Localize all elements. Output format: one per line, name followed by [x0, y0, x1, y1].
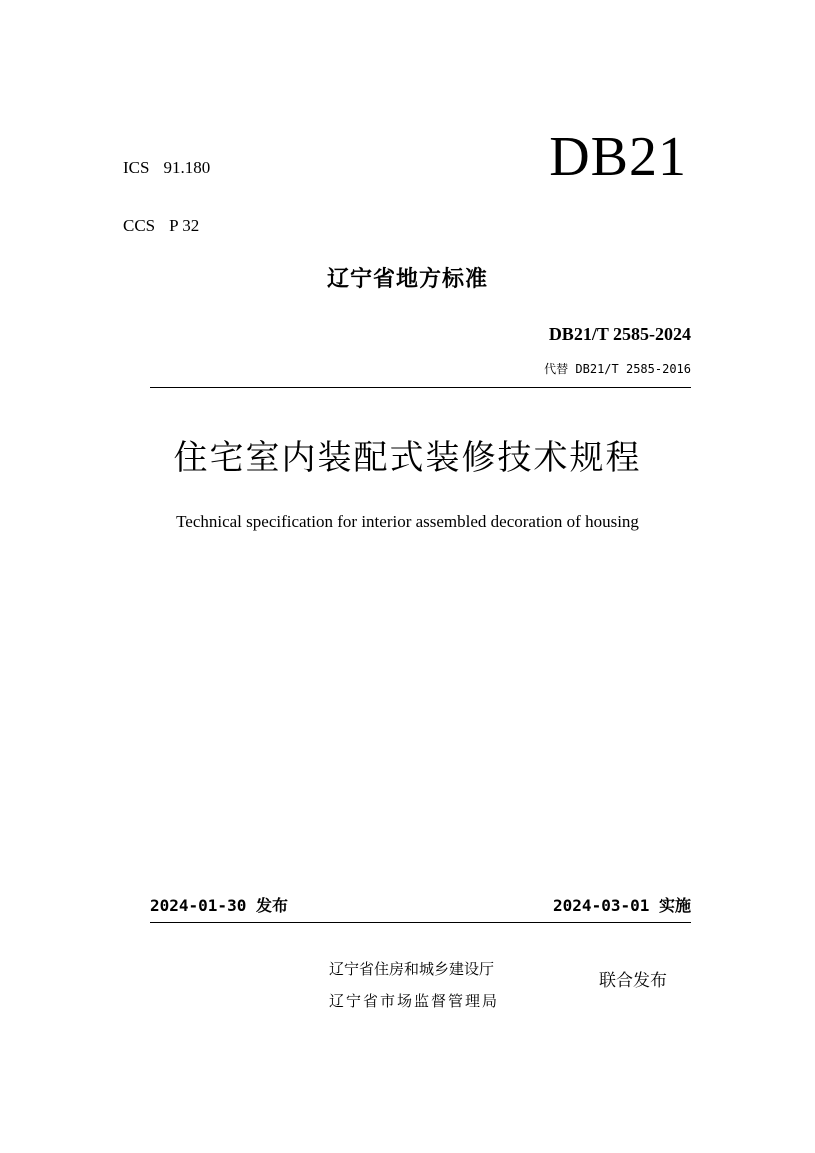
db-code-mark: DB21 [549, 126, 687, 188]
ccs-value: P 32 [169, 216, 200, 235]
header-divider [150, 387, 691, 388]
standard-type: 辽宁省地方标准 [326, 267, 488, 292]
publish-date: 2024-01-30 发布 [150, 896, 288, 915]
ics-label: ICS [123, 158, 150, 177]
joint-issue-label: 联合发布 [599, 971, 667, 991]
issuer-2: 辽宁省市场监督管理局 [329, 992, 500, 1010]
standard-number: DB21/T 2585-2024 [548, 324, 691, 344]
footer-divider [150, 922, 691, 923]
ics-value: 91.180 [163, 158, 211, 177]
ccs-code [123, 216, 199, 236]
document-title-en: Technical specification for interior assembled decoration of housing [176, 512, 639, 531]
ics-code [123, 158, 210, 178]
ccs-label: CCS [123, 216, 156, 235]
issuer-1: 辽宁省住房和城乡建设厅 [329, 960, 495, 978]
implement-date: 2024-03-01 实施 [553, 896, 691, 915]
replaces-note: 代替 DB21/T 2585-2016 [544, 362, 691, 376]
document-title-cn: 住宅室内装配式装修技术规程 [173, 438, 642, 478]
